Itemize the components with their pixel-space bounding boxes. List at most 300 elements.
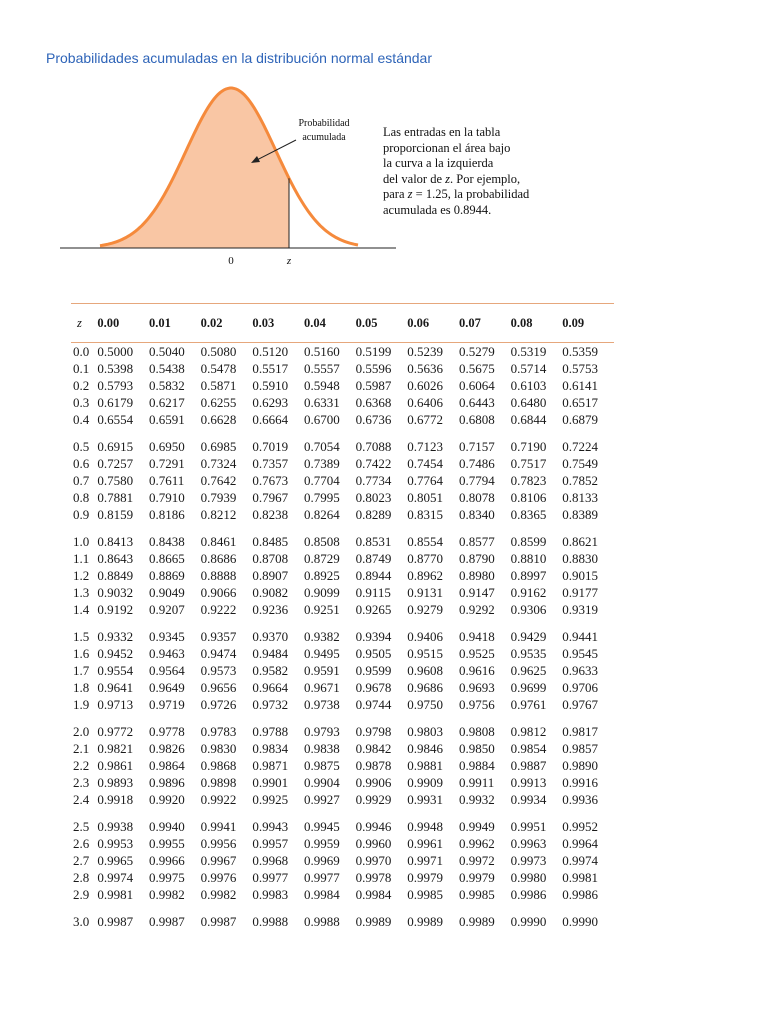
z-value-cell: 2.4: [73, 792, 90, 807]
probability-cell: 0.9656: [200, 680, 237, 695]
probability-cell: 0.8888: [200, 568, 237, 583]
probability-cell: 0.9990: [510, 914, 547, 929]
probability-cell: 0.7794: [458, 473, 495, 488]
probability-cell: 0.9974: [562, 853, 599, 868]
probability-cell: 0.9985: [407, 887, 444, 902]
probability-cell: 0.8340: [458, 507, 495, 522]
z-value-cell: 0.9: [73, 507, 90, 522]
probability-cell: 0.9838: [303, 741, 340, 756]
probability-cell: 0.7454: [407, 456, 444, 471]
probability-cell: 0.5948: [303, 378, 340, 393]
probability-cell: 0.9987: [97, 914, 134, 929]
probability-cell: 0.7823: [510, 473, 547, 488]
z-value-cell: 3.0: [73, 914, 90, 929]
probability-cell: 0.6255: [200, 395, 237, 410]
probability-cell: 0.8729: [303, 551, 340, 566]
probability-cell: 0.7224: [562, 439, 599, 454]
probability-cell: 0.9963: [510, 836, 547, 851]
column-header: 0.00: [97, 304, 149, 343]
probability-cell: 0.9925: [252, 792, 289, 807]
probability-cell: 0.8686: [200, 551, 237, 566]
probability-cell: 0.9131: [407, 585, 444, 600]
probability-cell: 0.9962: [458, 836, 495, 851]
probability-cell: 0.9463: [149, 646, 185, 661]
table-row: [71, 808, 614, 835]
probability-cell: 0.6517: [562, 395, 599, 410]
probability-cell: 0.9984: [303, 887, 340, 902]
probability-cell: 0.9974: [97, 870, 134, 885]
column-header: 0.07: [459, 304, 511, 343]
probability-cell: 0.8643: [97, 551, 134, 566]
probability-cell: 0.8438: [149, 534, 185, 549]
probability-cell: 0.7642: [200, 473, 237, 488]
probability-cell: 0.8023: [355, 490, 392, 505]
probability-cell: 0.7580: [97, 473, 134, 488]
probability-cell: 0.7389: [303, 456, 340, 471]
probability-cell: 0.9960: [355, 836, 392, 851]
probability-cell: 0.9162: [510, 585, 547, 600]
probability-cell: 0.8554: [407, 534, 444, 549]
table-row: [71, 394, 614, 411]
probability-cell: 0.9452: [97, 646, 134, 661]
probability-cell: 0.9382: [303, 629, 340, 644]
probability-cell: 0.9955: [149, 836, 185, 851]
probability-cell: 0.9726: [200, 697, 237, 712]
table-row: [71, 852, 614, 869]
probability-cell: 0.9803: [407, 724, 444, 739]
probability-cell: 0.6772: [407, 412, 444, 427]
probability-cell: 0.6480: [510, 395, 547, 410]
probability-cell: 0.7357: [252, 456, 289, 471]
probability-cell: 0.9953: [97, 836, 134, 851]
probability-cell: 0.6736: [355, 412, 392, 427]
probability-cell: 0.9591: [303, 663, 340, 678]
probability-cell: 0.8810: [510, 551, 547, 566]
probability-cell: 0.9990: [562, 914, 599, 929]
probability-cell: 0.9881: [407, 758, 444, 773]
probability-cell: 0.5557: [303, 361, 340, 376]
probability-cell: 0.9842: [355, 741, 392, 756]
probability-cell: 0.9732: [252, 697, 289, 712]
z-value-cell: 1.3: [73, 585, 90, 600]
area-label-line-1: Probabilidad: [298, 118, 350, 129]
probability-cell: 0.9968: [252, 853, 289, 868]
probability-cell: 0.8159: [97, 507, 134, 522]
probability-cell: 0.9864: [149, 758, 185, 773]
probability-cell: 0.9115: [355, 585, 391, 600]
table-row: [71, 886, 614, 903]
probability-cell: 0.9713: [97, 697, 134, 712]
probability-cell: 0.9678: [355, 680, 392, 695]
table-row: [71, 601, 614, 618]
probability-cell: 0.9032: [97, 585, 134, 600]
probability-cell: 0.9913: [510, 775, 547, 790]
probability-cell: 0.9418: [458, 629, 495, 644]
probability-cell: 0.9986: [562, 887, 599, 902]
probability-cell: 0.7291: [149, 456, 185, 471]
probability-cell: 0.9370: [252, 629, 289, 644]
z-column-header: z: [71, 304, 97, 343]
table-row: [71, 757, 614, 774]
area-label-line-2: acumulada: [302, 132, 346, 143]
probability-cell: 0.5319: [510, 344, 547, 359]
probability-cell: 0.9265: [355, 602, 392, 617]
probability-cell: 0.5517: [252, 361, 289, 376]
probability-cell: 0.8621: [562, 534, 599, 549]
probability-cell: 0.9952: [562, 819, 599, 834]
probability-cell: 0.9686: [407, 680, 444, 695]
probability-cell: 0.9767: [562, 697, 599, 712]
probability-cell: 0.9987: [149, 914, 185, 929]
z-value-cell: 0.5: [73, 439, 90, 454]
probability-cell: 0.8051: [407, 490, 444, 505]
z-value-cell: 1.0: [73, 534, 90, 549]
probability-cell: 0.5438: [149, 361, 185, 376]
z-value-cell: 2.3: [73, 775, 90, 790]
probability-cell: 0.9861: [97, 758, 134, 773]
probability-cell: 0.7517: [510, 456, 547, 471]
probability-cell: 0.6628: [200, 412, 237, 427]
column-header: 0.02: [201, 304, 253, 343]
probability-cell: 0.6179: [97, 395, 134, 410]
probability-cell: 0.8238: [252, 507, 289, 522]
probability-cell: 0.5910: [252, 378, 289, 393]
probability-cell: 0.5279: [458, 344, 495, 359]
probability-cell: 0.5714: [510, 361, 547, 376]
probability-cell: 0.9306: [510, 602, 547, 617]
probability-cell: 0.8389: [562, 507, 599, 522]
probability-cell: 0.9911: [458, 775, 495, 790]
probability-cell: 0.7088: [355, 439, 392, 454]
probability-cell: 0.8869: [149, 568, 185, 583]
probability-cell: 0.9738: [303, 697, 340, 712]
table-row: [71, 377, 614, 394]
probability-cell: 0.8962: [407, 568, 444, 583]
probability-cell: 0.5160: [303, 344, 340, 359]
probability-cell: 0.9943: [252, 819, 289, 834]
probability-cell: 0.9207: [149, 602, 185, 617]
column-header: 0.06: [407, 304, 459, 343]
table-row: [71, 360, 614, 377]
probability-cell: 0.9971: [407, 853, 444, 868]
probability-cell: 0.8997: [510, 568, 547, 583]
probability-cell: 0.5987: [355, 378, 392, 393]
probability-cell: 0.6217: [149, 395, 185, 410]
probability-cell: 0.9936: [562, 792, 599, 807]
probability-cell: 0.9893: [97, 775, 134, 790]
probability-cell: 0.7995: [303, 490, 340, 505]
z-value-cell: 2.5: [73, 819, 90, 834]
table-row: [71, 343, 614, 361]
probability-cell: 0.5000: [97, 344, 134, 359]
probability-cell: 0.9981: [97, 887, 134, 902]
z-label: z: [286, 255, 292, 267]
probability-cell: 0.7910: [149, 490, 185, 505]
table-row: [71, 550, 614, 567]
probability-cell: 0.6406: [407, 395, 444, 410]
probability-cell: 0.9946: [355, 819, 392, 834]
probability-cell: 0.8078: [458, 490, 495, 505]
probability-cell: 0.6664: [252, 412, 289, 427]
probability-cell: 0.9505: [355, 646, 392, 661]
probability-cell: 0.8365: [510, 507, 547, 522]
probability-cell: 0.7324: [200, 456, 237, 471]
z-value-cell: 0.4: [73, 412, 90, 427]
probability-cell: 0.5080: [200, 344, 237, 359]
probability-cell: 0.6331: [303, 395, 340, 410]
table-row: [71, 835, 614, 852]
note-line: acumulada es 0.8944.: [383, 202, 492, 217]
z-value-cell: 0.7: [73, 473, 90, 488]
probability-cell: 0.9949: [458, 819, 495, 834]
probability-cell: 0.5596: [355, 361, 392, 376]
table-row: [71, 428, 614, 455]
probability-cell: 0.9554: [97, 663, 134, 678]
probability-cell: 0.9857: [562, 741, 599, 756]
probability-cell: 0.9693: [458, 680, 495, 695]
probability-cell: 0.8907: [252, 568, 289, 583]
probability-cell: 0.9649: [149, 680, 185, 695]
table-body: [71, 343, 614, 931]
probability-cell: 0.9761: [510, 697, 547, 712]
probability-cell: 0.9965: [97, 853, 134, 868]
probability-cell: 0.7881: [97, 490, 134, 505]
probability-cell: 0.9981: [562, 870, 599, 885]
probability-cell: 0.9969: [303, 853, 340, 868]
probability-cell: 0.6591: [149, 412, 185, 427]
z-value-cell: 1.4: [73, 602, 90, 617]
probability-cell: 0.6879: [562, 412, 599, 427]
probability-cell: 0.9956: [200, 836, 237, 851]
probability-cell: 0.7123: [407, 439, 444, 454]
probability-cell: 0.9967: [200, 853, 237, 868]
probability-cell: 0.9868: [200, 758, 237, 773]
probability-cell: 0.6103: [510, 378, 547, 393]
probability-cell: 0.5199: [355, 344, 392, 359]
probability-cell: 0.9945: [303, 819, 340, 834]
probability-cell: 0.9938: [97, 819, 134, 834]
probability-cell: 0.9582: [252, 663, 289, 678]
probability-cell: 0.9988: [252, 914, 289, 929]
probability-cell: 0.6844: [510, 412, 547, 427]
table-row: [71, 903, 614, 930]
probability-cell: 0.8186: [149, 507, 185, 522]
table-row: [71, 713, 614, 740]
table-row: [71, 455, 614, 472]
probability-cell: 0.9984: [355, 887, 392, 902]
probability-cell: 0.8749: [355, 551, 392, 566]
probability-cell: 0.9222: [200, 602, 237, 617]
probability-cell: 0.9959: [303, 836, 340, 851]
probability-cell: 0.9808: [458, 724, 495, 739]
probability-cell: 0.5398: [97, 361, 134, 376]
probability-cell: 0.9834: [252, 741, 289, 756]
probability-cell: 0.9535: [510, 646, 547, 661]
probability-cell: 0.9616: [458, 663, 495, 678]
probability-cell: 0.7157: [458, 439, 495, 454]
probability-cell: 0.7673: [252, 473, 289, 488]
probability-cell: 0.8708: [252, 551, 289, 566]
z-value-cell: 1.9: [73, 697, 90, 712]
cumulative-probability-table: [71, 303, 614, 930]
probability-cell: 0.7549: [562, 456, 599, 471]
probability-cell: 0.9783: [200, 724, 237, 739]
table-row: [71, 523, 614, 550]
probability-cell: 0.9948: [407, 819, 444, 834]
probability-cell: 0.9982: [149, 887, 185, 902]
probability-cell: 0.6700: [303, 412, 340, 427]
probability-cell: 0.9940: [149, 819, 185, 834]
probability-cell: 0.9429: [510, 629, 547, 644]
probability-cell: 0.9980: [510, 870, 547, 885]
probability-cell: 0.9941: [200, 819, 237, 834]
probability-cell: 0.8665: [149, 551, 185, 566]
probability-cell: 0.8944: [355, 568, 392, 583]
probability-cell: 0.9812: [510, 724, 547, 739]
probability-cell: 0.9821: [97, 741, 134, 756]
probability-cell: 0.9932: [458, 792, 495, 807]
probability-cell: 0.9970: [355, 853, 392, 868]
probability-cell: 0.9441: [562, 629, 599, 644]
probability-cell: 0.8531: [355, 534, 392, 549]
probability-cell: 0.9887: [510, 758, 547, 773]
probability-cell: 0.9099: [303, 585, 340, 600]
probability-cell: 0.9890: [562, 758, 599, 773]
probability-cell: 0.9989: [407, 914, 444, 929]
probability-cell: 0.9988: [303, 914, 340, 929]
probability-cell: 0.6554: [97, 412, 134, 427]
probability-cell: 0.9744: [355, 697, 392, 712]
z-value-cell: 0.3: [73, 395, 90, 410]
z-value-cell: 0.6: [73, 456, 90, 471]
probability-cell: 0.9406: [407, 629, 444, 644]
probability-cell: 0.6915: [97, 439, 134, 454]
probability-cell: 0.9495: [303, 646, 340, 661]
probability-cell: 0.9961: [407, 836, 444, 851]
table-row: [71, 506, 614, 523]
note-line: proporcionan el área bajo: [383, 140, 511, 155]
probability-cell: 0.9989: [355, 914, 392, 929]
probability-cell: 0.9966: [149, 853, 185, 868]
probability-cell: 0.9394: [355, 629, 392, 644]
probability-cell: 0.9909: [407, 775, 444, 790]
z-value-cell: 1.5: [73, 629, 90, 644]
z-value-cell: 2.2: [73, 758, 90, 773]
probability-cell: 0.9878: [355, 758, 392, 773]
probability-cell: 0.7764: [407, 473, 444, 488]
probability-cell: 0.9082: [252, 585, 289, 600]
probability-cell: 0.9906: [355, 775, 392, 790]
probability-cell: 0.7967: [252, 490, 289, 505]
probability-cell: 0.7734: [355, 473, 392, 488]
z-value-cell: 2.7: [73, 853, 90, 868]
probability-cell: 0.9918: [97, 792, 134, 807]
normal-curve-figure: [56, 80, 416, 270]
probability-cell: 0.9975: [149, 870, 185, 885]
probability-cell: 0.9896: [149, 775, 185, 790]
probability-cell: 0.9964: [562, 836, 599, 851]
probability-cell: 0.9279: [407, 602, 444, 617]
probability-cell: 0.8790: [458, 551, 495, 566]
probability-cell: 0.9817: [562, 724, 599, 739]
probability-cell: 0.6293: [252, 395, 289, 410]
table-row: [71, 472, 614, 489]
probability-cell: 0.9177: [562, 585, 599, 600]
probability-cell: 0.9901: [252, 775, 289, 790]
probability-cell: 0.9875: [303, 758, 340, 773]
probability-cell: 0.5753: [562, 361, 599, 376]
probability-cell: 0.8849: [97, 568, 134, 583]
probability-cell: 0.5040: [149, 344, 185, 359]
table-row: [71, 411, 614, 428]
table-row: [71, 679, 614, 696]
probability-cell: 0.9573: [200, 663, 237, 678]
probability-cell: 0.9987: [200, 914, 237, 929]
probability-cell: 0.9986: [510, 887, 547, 902]
probability-cell: 0.7486: [458, 456, 495, 471]
probability-cell: 0.9927: [303, 792, 340, 807]
probability-cell: 0.9798: [355, 724, 392, 739]
probability-cell: 0.9972: [458, 853, 495, 868]
probability-cell: 0.9931: [407, 792, 444, 807]
probability-cell: 0.8315: [407, 507, 444, 522]
shaded-area: [100, 88, 289, 248]
probability-cell: 0.8461: [200, 534, 237, 549]
probability-cell: 0.6141: [562, 378, 599, 393]
probability-cell: 0.5478: [200, 361, 237, 376]
probability-cell: 0.9846: [407, 741, 444, 756]
probability-cell: 0.7939: [200, 490, 237, 505]
table-header-row: [71, 304, 614, 343]
column-header: 0.08: [511, 304, 563, 343]
probability-cell: 0.9251: [303, 602, 340, 617]
probability-cell: 0.9951: [510, 819, 547, 834]
probability-cell: 0.7422: [355, 456, 392, 471]
probability-cell: 0.9706: [562, 680, 599, 695]
probability-cell: 0.5120: [252, 344, 289, 359]
probability-cell: 0.9830: [200, 741, 237, 756]
table-row: [71, 567, 614, 584]
probability-cell: 0.7019: [252, 439, 289, 454]
note-line: la curva a la izquierda: [383, 156, 494, 170]
probability-cell: 0.5636: [407, 361, 444, 376]
probability-cell: 0.9750: [407, 697, 444, 712]
table-row: [71, 696, 614, 713]
probability-cell: 0.9608: [407, 663, 444, 678]
probability-cell: 0.9515: [407, 646, 444, 661]
probability-cell: 0.7257: [97, 456, 134, 471]
note-line: para z = 1.25, la probabilidad: [383, 187, 530, 201]
probability-cell: 0.8413: [97, 534, 134, 549]
probability-cell: 0.9545: [562, 646, 599, 661]
probability-cell: 0.9641: [97, 680, 134, 695]
probability-cell: 0.9147: [458, 585, 495, 600]
mean-label: 0: [228, 255, 234, 267]
probability-cell: 0.9599: [355, 663, 392, 678]
probability-cell: 0.7852: [562, 473, 599, 488]
probability-cell: 0.9345: [149, 629, 185, 644]
probability-cell: 0.9793: [303, 724, 340, 739]
probability-cell: 0.8289: [355, 507, 392, 522]
probability-cell: 0.5239: [407, 344, 444, 359]
probability-cell: 0.9788: [252, 724, 289, 739]
table-row: [71, 869, 614, 886]
probability-cell: 0.9934: [510, 792, 547, 807]
probability-cell: 0.9929: [355, 792, 392, 807]
probability-cell: 0.7190: [510, 439, 547, 454]
probability-cell: 0.9236: [252, 602, 289, 617]
probability-cell: 0.9357: [200, 629, 237, 644]
